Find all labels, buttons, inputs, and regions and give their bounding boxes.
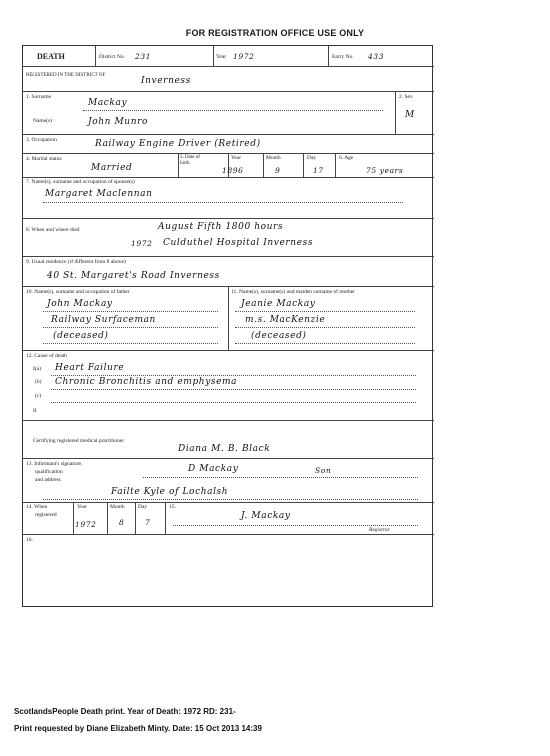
year-value: 1972 <box>233 52 255 61</box>
cause-c-label: (c) <box>35 393 42 399</box>
dob-year-label: Year <box>231 155 242 161</box>
district-no-value: 231 <box>135 52 152 61</box>
marital-status-value: Married <box>91 163 133 173</box>
spouse-value: Margaret Maclennan <box>45 189 153 199</box>
surname-value: Mackay <box>88 98 128 108</box>
mother-name-value: Jeanie Mackay <box>241 299 316 309</box>
district-no-label: District No. <box>99 54 125 60</box>
father-status-value: (deceased) <box>53 331 109 341</box>
death-place-value: Culduthel Hospital Inverness <box>163 238 314 248</box>
dob-year-value: 1896 <box>222 166 244 175</box>
father-occupation-value: Railway Surfaceman <box>51 315 156 325</box>
entry-no-value: 433 <box>368 52 385 61</box>
death-label: DEATH <box>37 52 65 61</box>
dob-month-label: Month <box>266 155 281 161</box>
mother-maiden-value: m.s. MacKenzie <box>245 315 326 325</box>
informant-qualification-value: Son <box>315 466 332 475</box>
surname-label: 1. Surname <box>26 94 52 100</box>
footer-request-info: Print requested by Diane Elizabeth Minty. Date: 15 Oct 2013 14:39 <box>14 724 262 733</box>
names-value: John Munro <box>88 117 149 127</box>
cause-b-label: (b) <box>35 379 42 385</box>
field-16-label: 16. <box>26 537 33 543</box>
informant-label-line2: qualification <box>35 469 63 475</box>
when-registered-label-line1: 14. When <box>26 504 48 510</box>
reg-year-value: 1972 <box>75 520 97 529</box>
father-label: 10. Name(s), surname and occupation of father <box>26 289 130 295</box>
sex-value: M <box>405 110 415 120</box>
death-register-form <box>22 45 433 607</box>
reg-year-label: Year <box>77 504 88 510</box>
cause-b-value: Chronic Bronchitis and emphysema <box>55 377 238 387</box>
mother-label: 11. Name(s), surname(s) and maiden surname of mother <box>231 289 355 295</box>
certifying-practitioner-label: Certifying registered medical practitioner <box>33 438 125 444</box>
year-label: Year <box>216 54 227 60</box>
informant-signature: D Mackay <box>188 464 239 474</box>
when-registered-label-line2: registered <box>35 512 57 518</box>
mother-status-value: (deceased) <box>251 331 307 341</box>
practitioner-value: Diana M. B. Black <box>178 444 271 454</box>
registrar-signature: J. Mackay <box>241 511 291 521</box>
marital-status-label: 4. Marital status <box>26 156 62 162</box>
informant-address-value: Failte Kyle of Lochalsh <box>111 487 229 497</box>
informant-label-line3: and address <box>35 477 61 483</box>
occupation-value: Railway Engine Driver (Retired) <box>95 139 261 149</box>
dob-day-label: Day <box>307 155 317 161</box>
sex-label: 2. Sex <box>399 94 413 100</box>
registration-office-header: FOR REGISTRATION OFFICE USE ONLY <box>185 28 365 38</box>
footer-print-info: ScotlandsPeople Death print. Year of Death: 1972 RD: 231- <box>14 707 236 716</box>
entry-no-label: Entry No. <box>332 54 354 60</box>
informant-label-line1: 13. Informant's signature, <box>26 461 83 467</box>
reg-day-label: Day <box>138 504 148 510</box>
death-year-value: 1972 <box>131 239 153 248</box>
residence-value: 40 St. Margaret's Road Inverness <box>47 271 220 281</box>
when-where-died-label: 8. When and where died <box>26 227 80 233</box>
reg-month-label: Month <box>110 504 125 510</box>
dob-day-value: 17 <box>313 166 324 175</box>
district-value: Inverness <box>141 76 191 86</box>
occupation-label: 3. Occupation <box>26 137 57 143</box>
field-15-label: 15. <box>169 504 176 510</box>
cause-ii-label: II <box>33 408 37 414</box>
registrar-label: Registrar <box>369 527 390 533</box>
cause-ia-label: I(a) <box>33 366 41 372</box>
dob-month-value: 9 <box>275 166 281 175</box>
names-label: Name(s) <box>33 118 52 124</box>
cause-a-value: Heart Failure <box>55 363 125 373</box>
reg-day-value: 7 <box>145 518 151 527</box>
father-name-value: John Mackay <box>47 299 113 309</box>
registered-district-label: REGISTERED IN THE DISTRICT OF <box>26 73 106 78</box>
reg-month-value: 8 <box>119 518 125 527</box>
death-date-value: August Fifth 1800 hours <box>158 222 284 232</box>
age-value: 75 years <box>366 166 404 175</box>
residence-label: 9. Usual residence (if different from 8 above) <box>26 259 126 265</box>
cause-of-death-label: 12. Cause of death <box>26 353 67 359</box>
age-label: 6. Age <box>339 155 354 161</box>
dob-label: 5. Date of birth <box>180 155 200 166</box>
spouse-label: 7. Name(s), surname and occupation of spouse(s) <box>26 179 135 185</box>
